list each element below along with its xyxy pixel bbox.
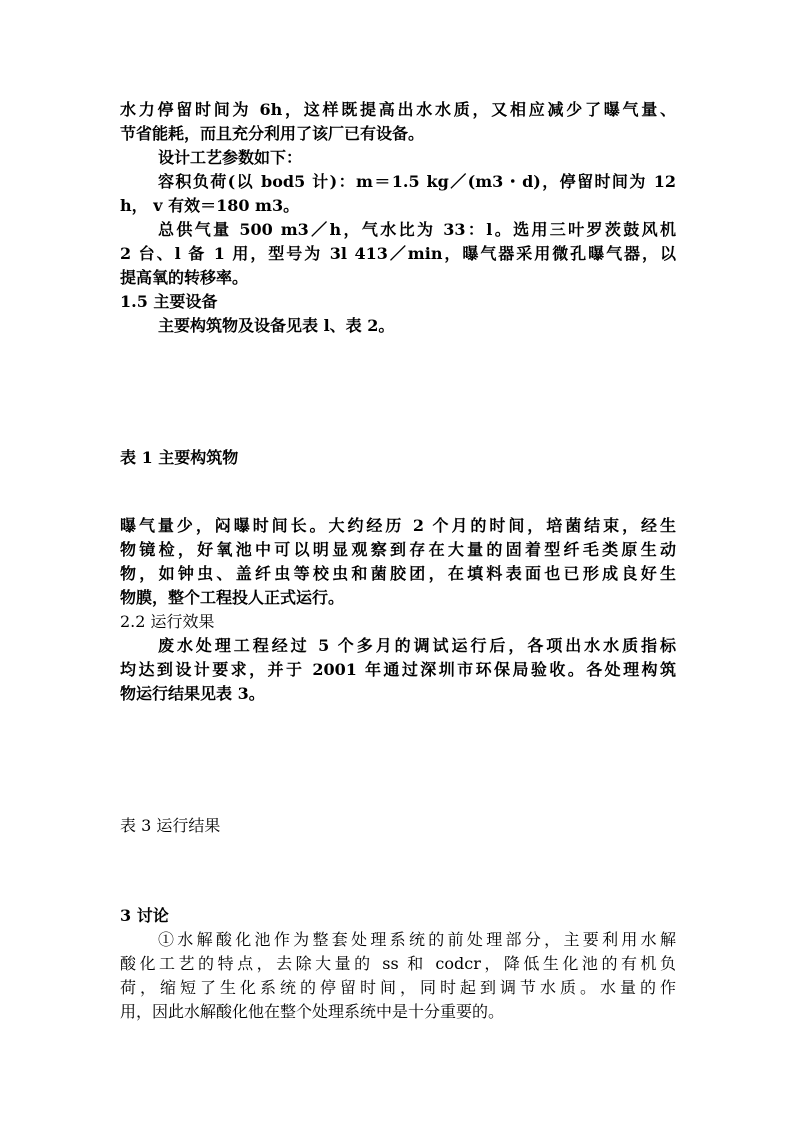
paragraph-line: 设计工艺参数如下：	[158, 148, 303, 167]
paragraph-line: h， v 有效＝180 m3。	[120, 196, 300, 215]
paragraph-line: 总供气量 500 m3／h，气水比为 33：l。选用三叶罗茨鼓风机	[158, 220, 676, 239]
paragraph-line: 提高氧的转移率。	[120, 268, 249, 287]
paragraph-line: 水力停留时间为 6h，这样既提高出水水质，又相应减少了曝气量、	[120, 100, 676, 119]
paragraph-line: 节省能耗，而且充分利用了该厂已有设备。	[120, 124, 425, 143]
paragraph-line: 酸化工艺的特点，去除大量的 ss 和 codcr，降低生化池的有机负	[120, 954, 676, 973]
table-caption: 表 3 运行结果	[120, 816, 221, 835]
section-heading: 1.5 主要设备	[120, 292, 218, 311]
paragraph-line: 废水处理工程经过 5 个多月的调试运行后，各项出水水质指标	[158, 636, 676, 655]
paragraph-line: 容积负荷(以 bod5 计)：m＝1.5 kg／(m3・d)，停留时间为 12	[158, 172, 676, 191]
paragraph-line: 主要构筑物及设备见表 l、表 2。	[158, 316, 395, 335]
paragraph-line: 2 台、l 备 1 用，型号为 3l 413／min，曝气器采用微孔曝气器，以	[120, 244, 676, 263]
section-heading: 3 讨论	[120, 906, 169, 925]
paragraph-line: 均达到设计要求，并于 2001 年通过深圳市环保局验收。各处理构筑	[120, 660, 676, 679]
table-caption: 表 1 主要构筑物	[120, 448, 239, 467]
paragraph-line: 物运行结果见表 3。	[120, 684, 265, 703]
section-heading: 2.2 运行效果	[120, 612, 215, 631]
paragraph-line: 用，因此水解酸化他在整个处理系统中是十分重要的。	[120, 1002, 505, 1021]
paragraph-line: 物镜检，好氧池中可以明显观察到存在大量的固着型纤毛类原生动	[120, 540, 676, 559]
paragraph-line: 物膜，整个工程投人正式运行。	[120, 588, 345, 607]
paragraph-line: 荷，缩短了生化系统的停留时间，同时起到调节水质。水量的作	[120, 978, 676, 997]
paragraph-line: 曝气量少，闷曝时间长。大约经历 2 个月的时间，培菌结束，经生	[120, 516, 676, 535]
paragraph-line: ①水解酸化池作为整套处理系统的前处理部分，主要利用水解	[158, 930, 676, 949]
paragraph-line: 物，如钟虫、盖纤虫等校虫和菌胶团，在填料表面也已形成良好生	[120, 564, 676, 583]
